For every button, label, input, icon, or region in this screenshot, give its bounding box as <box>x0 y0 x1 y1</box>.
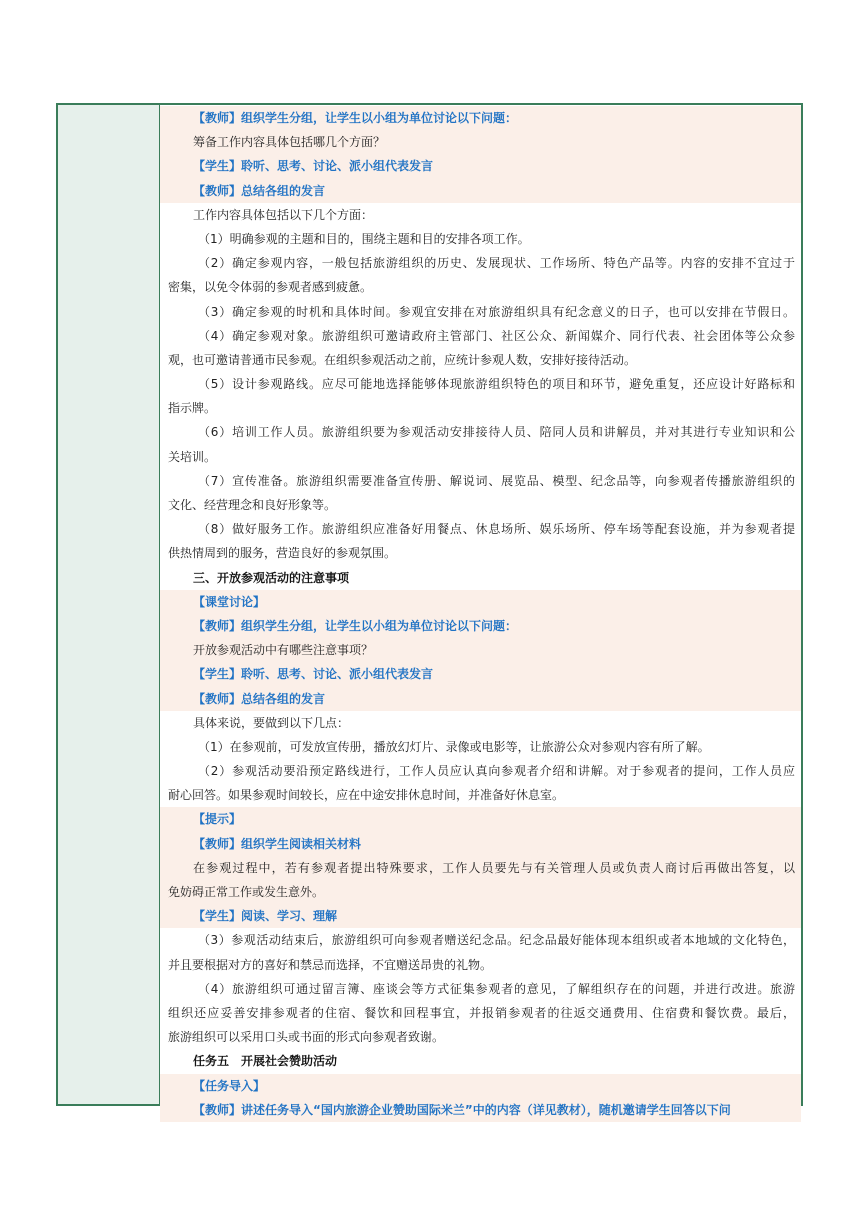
list-item: （6）培训工作人员。旅游组织要为参观活动安排接待人员、陪同人员和讲解员，并对其进行专业知识和公 <box>198 425 795 440</box>
lesson-table <box>56 103 803 1117</box>
teacher-instruction: 【教师】讲述任务导入“国内旅游企业赞助国际米兰”中的内容（详见教材），随机邀请学生回答以下问 <box>160 1098 801 1122</box>
list-item: （5）设计参观路线。应尽可能地选择能够体现旅游组织特色的项目和环节，避免重复，还应设计好路标和 <box>198 377 795 392</box>
task-intro-label: 【任务导入】 <box>160 1074 801 1098</box>
discussion-question: 开放参观活动中有哪些注意事项？ <box>160 638 801 662</box>
task-heading: 任务五 开展社会赞助活动 <box>193 1054 338 1069</box>
list-item-continuation: 组织还应妥善安排参观者的住宿、餐饮和回程事宜，并报销参观者的往返交通费用、住宿费和餐饮费。最后， <box>168 1005 795 1020</box>
list-item: （7）宣传准备。旅游组织需要准备宣传册、解说词、展览品、模型、纪念品等，向参观者传播旅游组织的 <box>198 473 795 488</box>
tip-text: 在参观过程中，若有参观者提出特殊要求，工作人员要先与有关管理人员或负责人商讨后再做出答复，以 <box>160 856 801 880</box>
paragraph-line: 具体来说，要做到以下几点： <box>193 715 350 730</box>
teacher-instruction: 【教师】组织学生分组，让学生以小组为单位讨论以下问题： <box>160 106 801 130</box>
table-left-column <box>58 105 160 1104</box>
list-item-continuation: 耐心回答。如果参观时间较长，应在中途安排休息时间，并准备好休息室。 <box>168 788 565 803</box>
tip-text-continuation: 免妨碍正常工作或发生意外。 <box>160 880 801 904</box>
section-heading: 三、开放参观活动的注意事项 <box>193 570 350 585</box>
list-item-continuation: 观，也可邀请普通市民参观。在组织参观活动之前，应统计参观人数，安排好接待活动。 <box>168 352 637 367</box>
table-content-column <box>160 105 801 1117</box>
list-item: （4）确定参观对象。旅游组织可邀请政府主管部门、社区公众、新闻媒介、同行代表、社会团体等公众参 <box>198 328 795 343</box>
list-item: （4）旅游组织可通过留言簿、座谈会等方式征集参观者的意见，了解组织存在的问题，并进行改进。旅游 <box>198 981 795 996</box>
student-activity: 【学生】聆听、思考、讨论、派小组代表发言 <box>160 662 801 686</box>
student-activity: 【学生】阅读、学习、理解 <box>160 904 801 928</box>
list-item: （2）参观活动要沿预定路线进行，工作人员应认真向参观者介绍和讲解。对于参观者的提问，工作人员应 <box>198 764 795 779</box>
list-item-continuation: 并且要根据对方的喜好和禁忌而选择，不宜赠送昂贵的礼物。 <box>168 957 493 972</box>
student-activity: 【学生】聆听、思考、讨论、派小组代表发言 <box>160 154 801 178</box>
list-item-continuation: 供热情周到的服务，营造良好的参观氛围。 <box>168 546 397 561</box>
tip-label: 【提示】 <box>160 807 801 831</box>
class-discussion-label: 【课堂讨论】 <box>160 590 801 614</box>
list-item-continuation: 关培训。 <box>168 449 217 464</box>
teacher-instruction: 【教师】组织学生阅读相关材料 <box>160 832 801 856</box>
list-item-continuation: 密集，以免令体弱的参观者感到疲惫。 <box>168 280 373 295</box>
list-item: （3）参观活动结束后，旅游组织可向参观者赠送纪念品。纪念品最好能体现本组织或者本地域的文化特色， <box>198 933 795 948</box>
teacher-instruction: 【教师】组织学生分组，让学生以小组为单位讨论以下问题： <box>160 614 801 638</box>
list-item: （3）确定参观的时机和具体时间。参观宜安排在对旅游组织具有纪念意义的日子，也可以安排在节假日。 <box>198 304 795 319</box>
list-item-continuation: 旅游组织可以采用口头或书面的形式向参观者致谢。 <box>168 1030 445 1045</box>
list-item-continuation: 指示牌。 <box>168 401 217 416</box>
discussion-question: 筹备工作内容具体包括哪几个方面？ <box>160 130 801 154</box>
list-item-continuation: 文化、经营理念和良好形象等。 <box>168 498 337 512</box>
paragraph-line: 工作内容具体包括以下几个方面： <box>193 207 374 222</box>
list-item: （1）在参观前，可发放宣传册，播放幻灯片、录像或电影等，让旅游公众对参观内容有所了解。 <box>198 739 710 754</box>
list-item: （8）做好服务工作。旅游组织应准备好用餐点、休息场所、娱乐场所、停车场等配套设施，并为参观者提 <box>198 522 795 537</box>
teacher-summary: 【教师】总结各组的发言 <box>160 687 801 711</box>
teacher-summary: 【教师】总结各组的发言 <box>160 179 801 203</box>
list-item: （1）明确参观的主题和目的，围绕主题和目的安排各项工作。 <box>198 231 530 246</box>
list-item: （2）确定参观内容，一般包括旅游组织的历史、发展现状、工作场所、特色产品等。内容的安排不宜过于 <box>198 256 795 271</box>
